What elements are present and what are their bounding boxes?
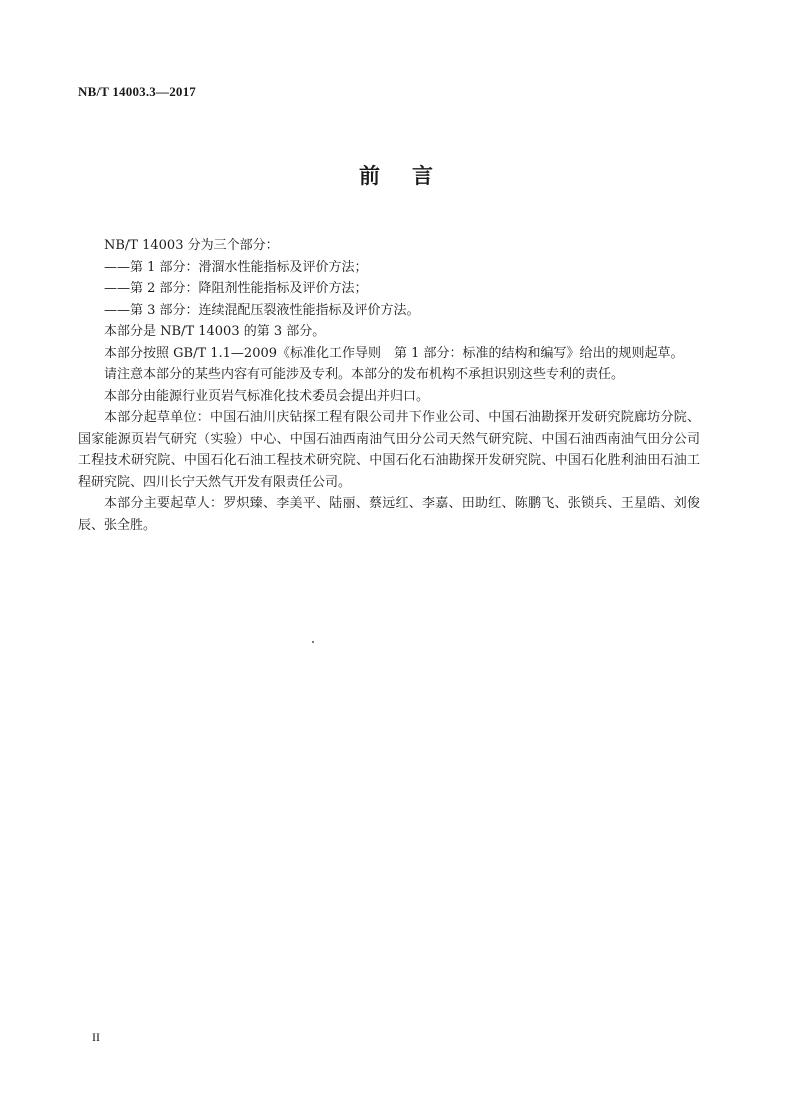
paragraph-committee: 本部分由能源行业页岩气标准化技术委员会提出并归口。 — [104, 388, 430, 404]
paragraph-part-2: ——第 2 部分：降阻剂性能指标及评价方法； — [104, 281, 368, 296]
page-number: II — [92, 1030, 100, 1044]
paragraph-drafting-units: 本部分起草单位：中国石油川庆钻探工程有限公司井下作业公司、中国石油勘探开发研究院廊坊分院、国家能源页岩气研究（实验）中心、中国石油西南油气田分公司天然气研究院、中国石油西南油气田分公司工程技术研究院、中国石化石油工程技术研究院、中国石化石油勘探开发研究院、中国石化胜利油田石油工程研究院、四川长宁天然气开发有限责任公司。 — [78, 410, 700, 490]
paragraph-drafters: 本部分主要起草人：罗炽臻、李美平、陆丽、蔡远红、李嘉、田助红、陈鹏飞、张锁兵、王星皓、刘俊辰、张全胜。 — [78, 496, 700, 533]
page-title: 前言 — [359, 164, 465, 188]
standard-code: NB/T 14003.3—2017 — [78, 84, 197, 99]
foreword-body — [78, 235, 700, 536]
paragraph-drafting-rules: 本部分按照 GB/T 1.1—2009《标准化工作导则 第 1 部分：标准的结构和编写》给出的规则起草。 — [104, 345, 684, 361]
paragraph-part-3: ——第 3 部分：连续混配压裂液性能指标及评价方法。 — [104, 302, 420, 318]
paragraph-part-1: ——第 1 部分：滑溜水性能指标及评价方法； — [104, 259, 368, 275]
paragraph-this-part: 本部分是 NB/T 14003 的第 3 部分。 — [104, 324, 326, 339]
paragraph-patent-notice: 请注意本部分的某些内容有可能涉及专利。本部分的发布机构不承担识别这些专利的责任。 — [104, 367, 625, 382]
paragraph-parts-intro: NB/T 14003 分为三个部分： — [104, 238, 279, 253]
stray-dot — [312, 641, 314, 643]
